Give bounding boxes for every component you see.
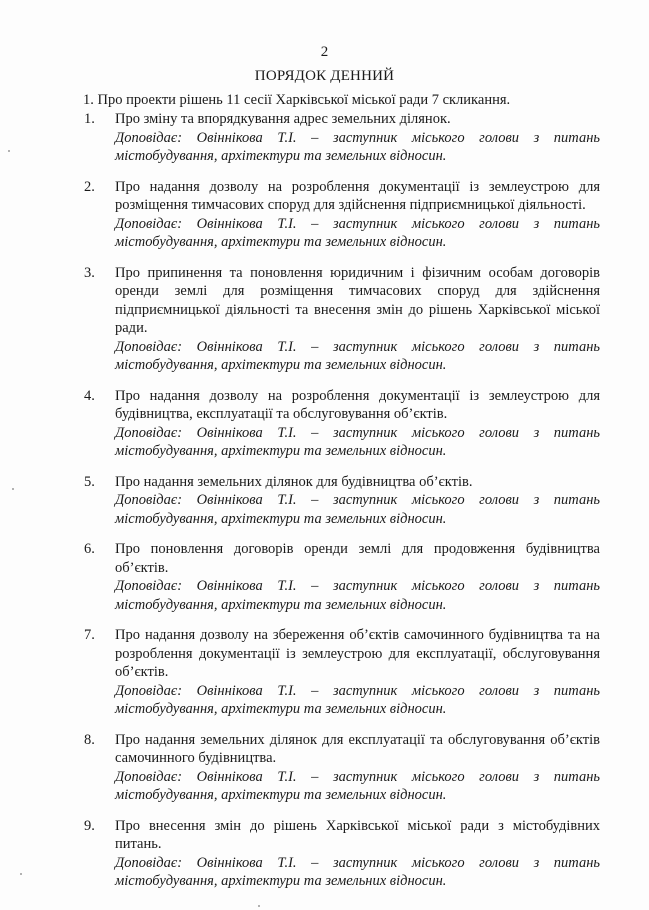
agenda-item-number: 9. <box>84 817 95 834</box>
scan-speck <box>12 488 14 490</box>
speaker-line-1: Доповідає: Овіннікова Т.І. – заступник міського голови з питань <box>115 424 600 441</box>
scan-speck <box>20 873 22 875</box>
page-title: ПОРЯДОК ДЕННИЙ <box>254 68 395 84</box>
speaker-line-1: Доповідає: Овіннікова Т.І. – заступник міського голови з питань <box>115 129 600 146</box>
speaker-line-1: Доповідає: Овіннікова Т.І. – заступник міського голови з питань <box>115 682 600 699</box>
agenda-item-number: 8. <box>84 731 95 748</box>
agenda-item-number: 7. <box>84 627 95 643</box>
agenda-item-speaker <box>115 577 600 614</box>
agenda-item <box>84 473 600 529</box>
agenda-item-speaker <box>115 129 600 166</box>
agenda-item <box>84 731 600 805</box>
speaker-line-2: містобудування, архітектури та земельних відносин. <box>115 357 447 373</box>
agenda-list <box>84 110 600 891</box>
agenda-item-speaker <box>115 491 600 528</box>
scan-speck <box>8 150 10 152</box>
agenda-item-title: Про надання дозволу на збереження об’єктів самочинного будівництва та на розроблення документації із землеустрою для експлуатації, обслуговування об’єктів. <box>115 627 600 680</box>
agenda-item-title: Про поновлення договорів оренди землі для продовження будівництва об’єктів. <box>115 541 600 576</box>
agenda-item-number: 1. <box>84 111 95 127</box>
agenda-item-number: 4. <box>84 387 95 404</box>
agenda-item-speaker <box>115 424 600 461</box>
speaker-line-1: Доповідає: Овіннікова Т.І. – заступник міського голови з питань <box>115 492 600 508</box>
agenda-item-number: 3. <box>84 264 95 281</box>
agenda-item-number: 6. <box>84 541 95 557</box>
page-number: 2 <box>320 44 329 60</box>
agenda-item-speaker <box>115 854 600 891</box>
agenda-item <box>84 264 600 375</box>
speaker-line-2: містобудування, архітектури та земельних відносин. <box>115 787 447 803</box>
speaker-line-1: Доповідає: Овіннікова Т.І. – заступник міського голови з питань <box>115 338 600 355</box>
speaker-line-2: містобудування, архітектури та земельних відносин. <box>115 443 447 459</box>
agenda-item-speaker <box>115 682 600 719</box>
speaker-line-2: містобудування, архітектури та земельних відносин. <box>115 234 447 250</box>
agenda-item-title: Про надання земельних ділянок для будівництва об’єктів. <box>115 473 473 490</box>
agenda-item <box>84 110 600 166</box>
agenda-item-speaker <box>115 338 600 375</box>
agenda-item <box>84 817 600 891</box>
agenda-item-title: Про надання земельних ділянок для експлуатації та обслуговування об’єктів самочинного будівництва. <box>115 731 600 766</box>
agenda-item-number: 5. <box>84 473 95 490</box>
speaker-line-2: містобудування, архітектури та земельних відносин. <box>115 596 447 613</box>
speaker-line-1: Доповідає: Овіннікова Т.І. – заступник міського голови з питань <box>115 768 600 785</box>
agenda-item-speaker <box>115 768 600 805</box>
agenda-item <box>84 626 600 719</box>
agenda-intro: 1. Про проекти рішень 11 сесії Харківської міської ради 7 скликання. <box>83 92 511 108</box>
agenda-item-title: Про зміну та впорядкування адрес земельних ділянок. <box>115 111 451 127</box>
speaker-line-2: містобудування, архітектури та земельних відносин. <box>115 148 447 164</box>
speaker-line-2: містобудування, архітектури та земельних відносин. <box>115 701 447 717</box>
speaker-line-1: Доповідає: Овіннікова Т.І. – заступник міського голови з питань <box>115 215 600 232</box>
speaker-line-1: Доповідає: Овіннікова Т.І. – заступник міського голови з питань <box>115 854 600 871</box>
agenda-item-title: Про внесення змін до рішень Харківської міської ради з містобудівних питань. <box>115 817 600 852</box>
scan-speck <box>258 905 260 907</box>
agenda-item <box>84 387 600 461</box>
agenda-item <box>84 178 600 252</box>
agenda-item-title: Про надання дозволу на розроблення документації із землеустрою для розміщення тимчасових споруд для здійснення підприємницької діяльності. <box>115 178 600 213</box>
agenda-item-title: Про надання дозволу на розроблення документації із землеустрою для будівництва, експлуатації та обслуговування об’єктів. <box>115 387 600 422</box>
agenda-item-speaker <box>115 215 600 252</box>
agenda-item-title: Про припинення та поновлення юридичним і фізичним особам договорів оренди землі для розміщення тимчасових споруд для здійснення підприємницької діяльності та внесення змін до рішень Харківської міської ради. <box>115 264 600 336</box>
speaker-line-1: Доповідає: Овіннікова Т.І. – заступник міського голови з питань <box>115 578 600 594</box>
speaker-line-2: містобудування, архітектури та земельних відносин. <box>115 510 447 527</box>
agenda-item-number: 2. <box>84 178 95 195</box>
agenda-item <box>84 540 600 614</box>
speaker-line-2: містобудування, архітектури та земельних відносин. <box>115 873 447 889</box>
